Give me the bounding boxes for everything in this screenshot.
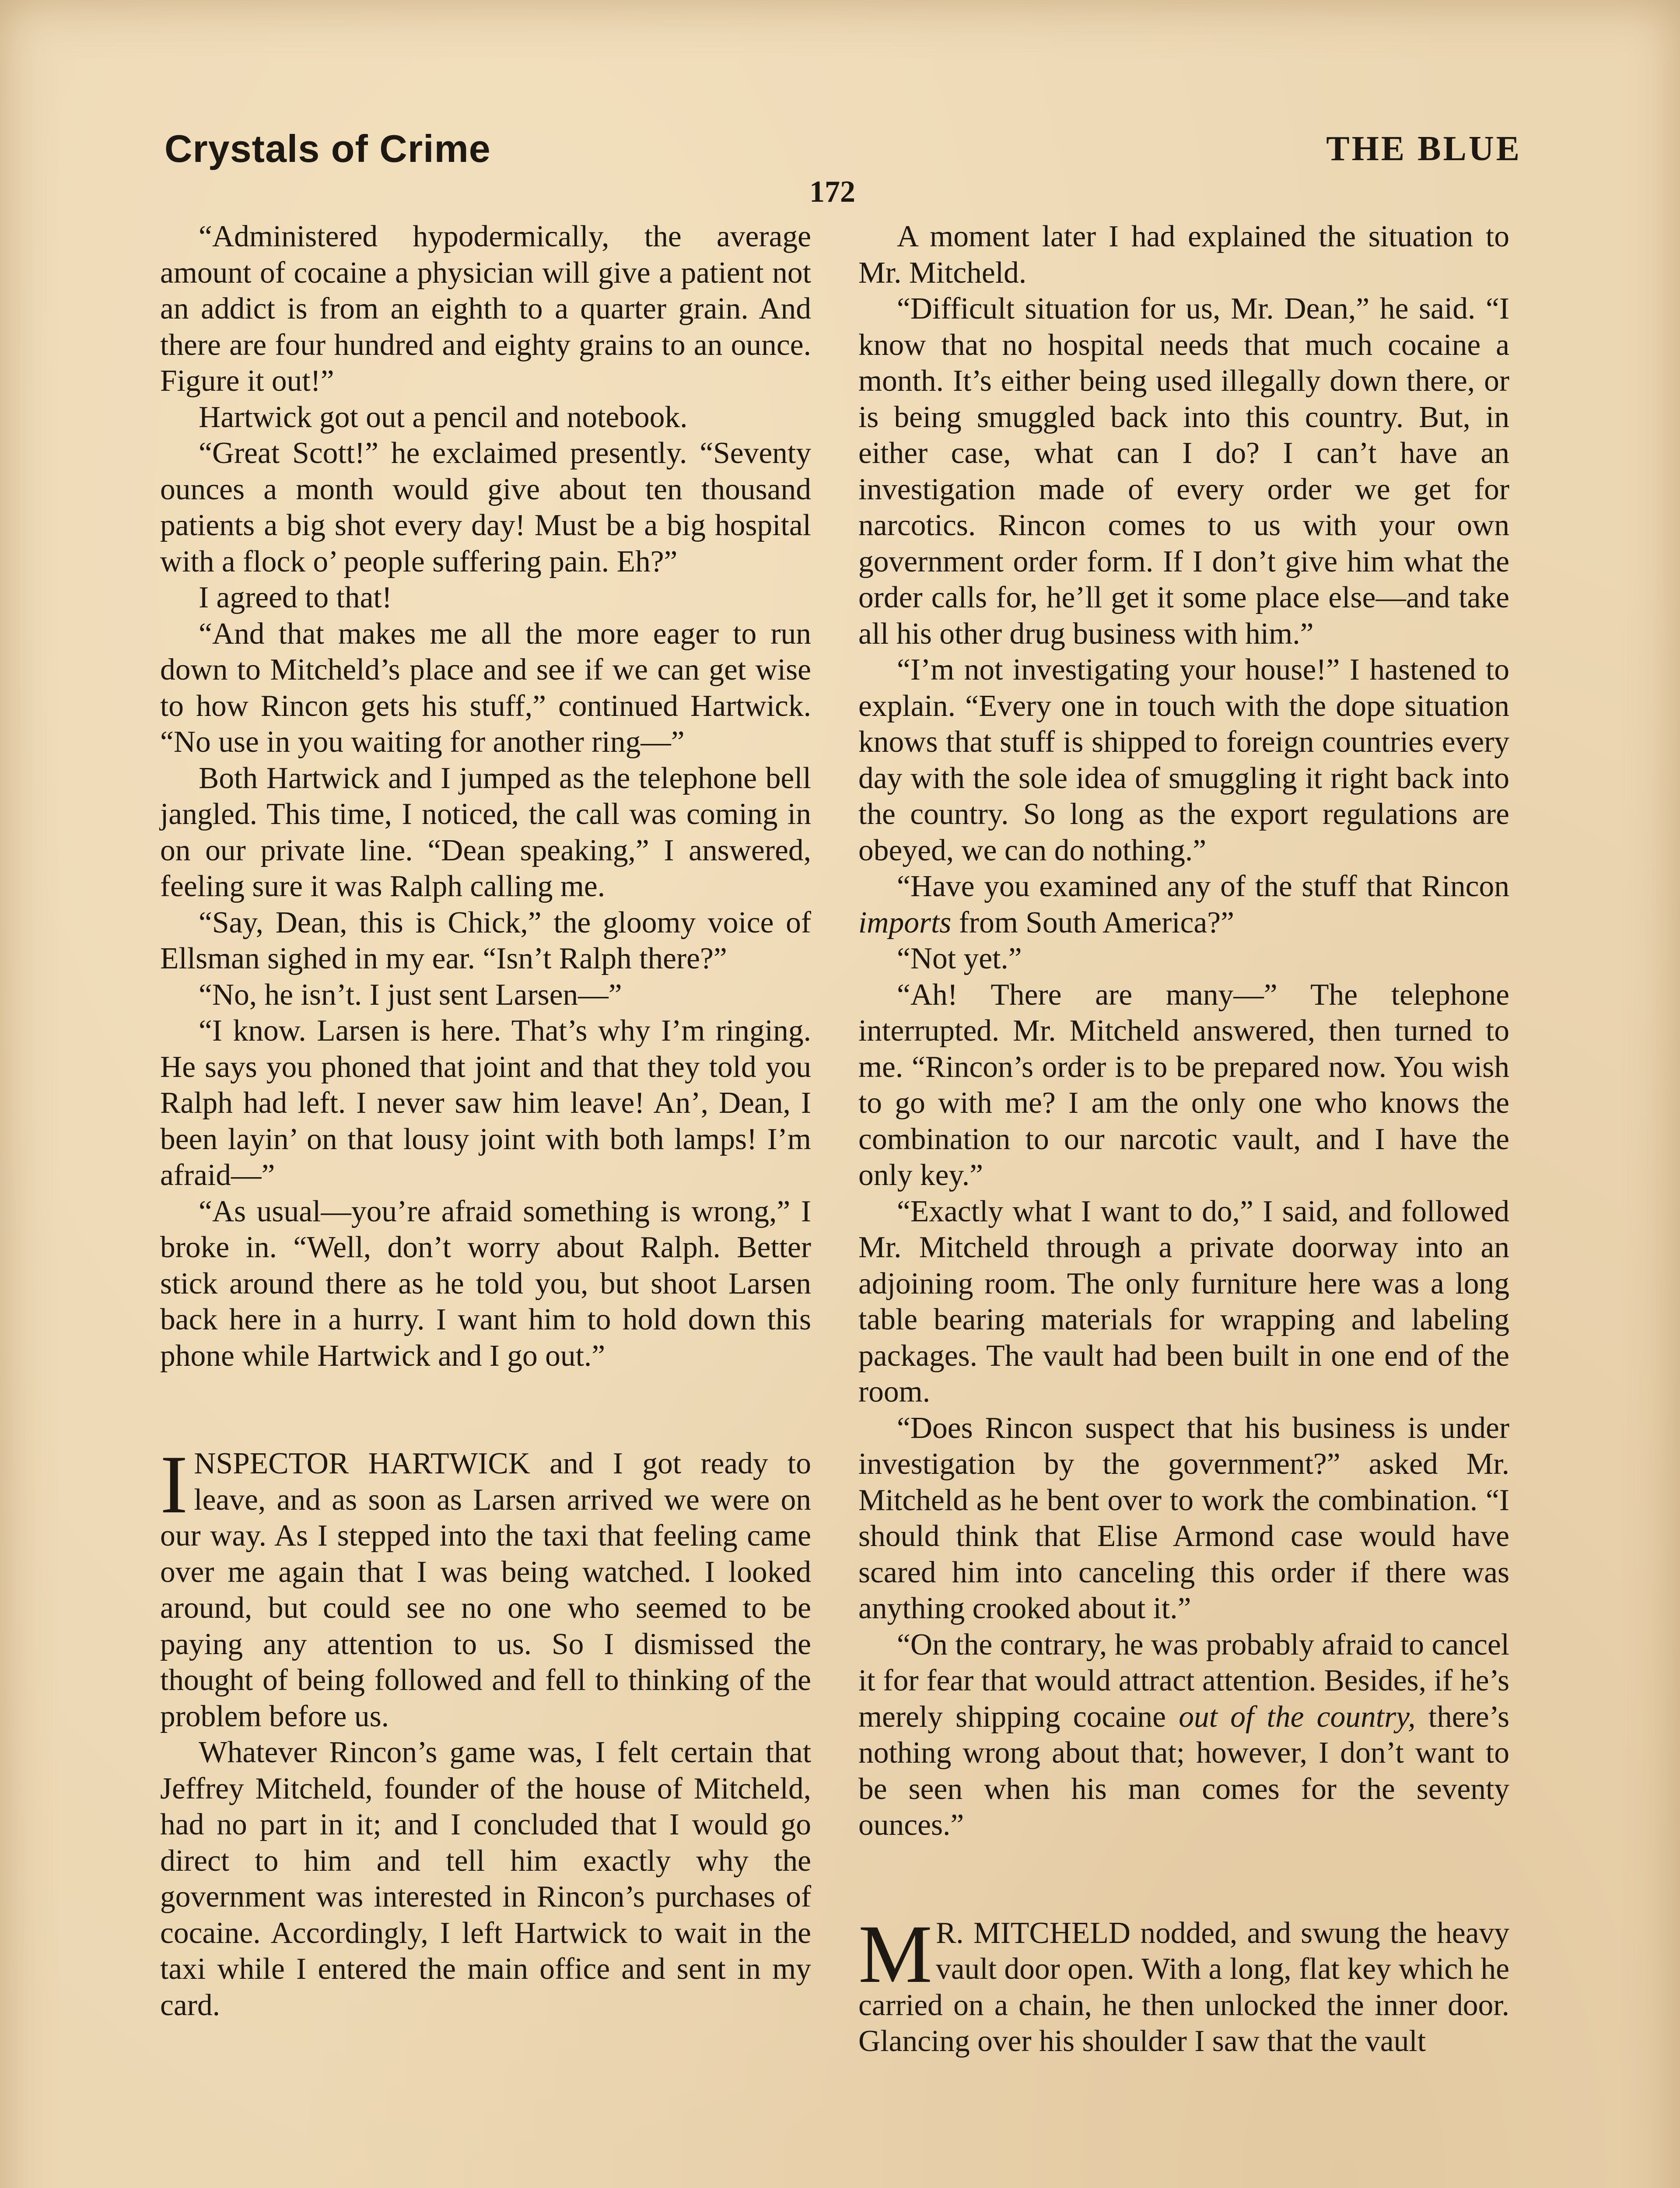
paragraph: “Difficult situation for us, Mr. Dean,” he said. “I know that no hospital needs that much cocaine a month. It’s either being used illegally down there, or is being smuggled back into this country. But, in either case, what can I do? I can’t have an investigation made of every order we get for narcotics. Rincon comes to us with your own government order form. If I don’t give him what the order calls for, he’ll get it some place else—and take all his other drug business with him.” xyxy=(858,292,1509,651)
story-title: Crystals of Crime xyxy=(164,127,491,170)
paragraph xyxy=(858,1627,1509,1844)
paragraph: “No, he isn’t. I just sent Larsen—” xyxy=(199,978,622,1012)
paragraph: Both Hartwick and I jumped as the telephone bell jangled. This time, I noticed, the call was coming in on our private line. “Dean speaking,” I answered, feeling sure it was Ralph calling me. xyxy=(160,761,811,903)
emphasis-text: imports xyxy=(858,905,952,940)
section-paragraph xyxy=(858,1908,1509,2060)
paragraph: Hartwick got out a pencil and notebook. xyxy=(199,400,688,434)
paragraph-text: “Have you examined any of the stuff that Rincon xyxy=(897,870,1509,903)
page-number: 172 xyxy=(809,175,855,209)
paragraph-text: NSPECTOR HARTWICK and I got ready to leave, and as soon as Larsen arrived we were on our way. As I stepped into the taxi that feeling came over me again that I was being watched. I looked around, but could see no one who seemed to be paying any attention to us. So I dismissed the thought of being followed and fell to thinking of the problem before us. xyxy=(160,1447,811,1733)
paragraph: “Does Rincon suspect that his business is under investigation by the government?” asked Mr. Mitcheld as he bent over to work the combination. “I should think that Elise Armond case would have scared him into canceling this order if there was anything crooked about it.” xyxy=(858,1411,1509,1625)
magazine-title: THE BLUE xyxy=(1326,130,1522,168)
drop-cap: I xyxy=(160,1439,188,1531)
left-column xyxy=(160,219,811,2023)
section-paragraph xyxy=(160,1439,811,1735)
paragraph: “Great Scott!” he exclaimed presently. “Seventy ounces a month would give about ten thousand patients a big shot every day! Must be a big hospital with a flock o’ people suffering pain. Eh?” xyxy=(160,436,811,579)
paragraph: “Administered hypodermically, the average amount of cocaine a physician will give a patient not an addict is from an eighth to a quarter grain. And there are four hundred and eighty grains to an ounce. Figure it out!” xyxy=(160,220,811,398)
paragraph: “I’m not investigating your house!” I hastened to explain. “Every one in touch with the dope situation knows that stuff is shipped to foreign countries every day with the sole idea of smuggling it right back into the country. So long as the export regulations are obeyed, we can do nothing.” xyxy=(858,653,1509,867)
paragraph: “Ah! There are many—” The telephone interrupted. Mr. Mitcheld answered, then turned to me. “Rincon’s order is to be prepared now. You wish to go with me? I am the only one who knows the combination to our narcotic vault, and I have the only key.” xyxy=(858,978,1509,1192)
paragraph-text: from South America?” xyxy=(951,905,1234,940)
paragraph: A moment later I had explained the situation to Mr. Mitcheld. xyxy=(858,220,1509,290)
paragraph: “Say, Dean, this is Chick,” the gloomy voice of Ellsman sighed in my ear. “Isn’t Ralph there?” xyxy=(160,905,811,975)
paragraph-text: R. MITCHELD nodded, and swung the heavy vault door open. With a long, flat key which he carried on a chain, he then unlocked the inner door. Glancing over his shoulder I saw that the vault xyxy=(858,1916,1509,2058)
paragraph-text: “On the contrary, he was probably afraid to cancel it for fear that would attract attention. Besides, if he’s merely shipping cocaine xyxy=(858,1627,1509,1734)
paragraph: “Exactly what I want to do,” I said, and followed Mr. Mitcheld through a private doorway into an adjoining room. The only furniture here was a long table bearing materials for wrapping and labeling packages. The vault had been built in one end of the room. xyxy=(858,1194,1509,1409)
paragraph: “Not yet.” xyxy=(897,942,1022,975)
paragraph-text: there’s nothing wrong about that; however, I don’t want to be seen when his man comes for the seventy ounces.” xyxy=(858,1700,1509,1842)
paragraph: “As usual—you’re afraid something is wrong,” I broke in. “Well, don’t worry about Ralph. Better stick around there as he told you, but shoot Larsen back here in a hurry. I want him to hold down this phone while Hartwick and I go out.” xyxy=(160,1194,811,1373)
paragraph xyxy=(858,869,1509,941)
drop-cap: M xyxy=(858,1908,932,2000)
paragraph: “And that makes me all the more eager to run down to Mitcheld’s place and see if we can get wise to how Rincon gets his stuff,” continued Hartwick. “No use in you waiting for another ring—” xyxy=(160,617,811,759)
paragraph: I agreed to that! xyxy=(199,581,392,614)
emphasis-text: out of the country, xyxy=(1179,1700,1416,1734)
paragraph: Whatever Rincon’s game was, I felt certain that Jeffrey Mitcheld, founder of the house of Mitcheld, had no part in it; and I concluded that I would go direct to him and tell him exactly why the government was interested in Rincon’s purchases of cocaine. Accordingly, I left Hartwick to wait in the taxi while I entered the main office and sent in my card. xyxy=(160,1736,811,2022)
right-column xyxy=(858,219,1509,2060)
paragraph: “I know. Larsen is here. That’s why I’m ringing. He says you phoned that joint and that they told you Ralph had left. I never saw him leave! An’, Dean, I been layin’ on that lousy joint with both lamps! I’m afraid—” xyxy=(160,1014,811,1192)
